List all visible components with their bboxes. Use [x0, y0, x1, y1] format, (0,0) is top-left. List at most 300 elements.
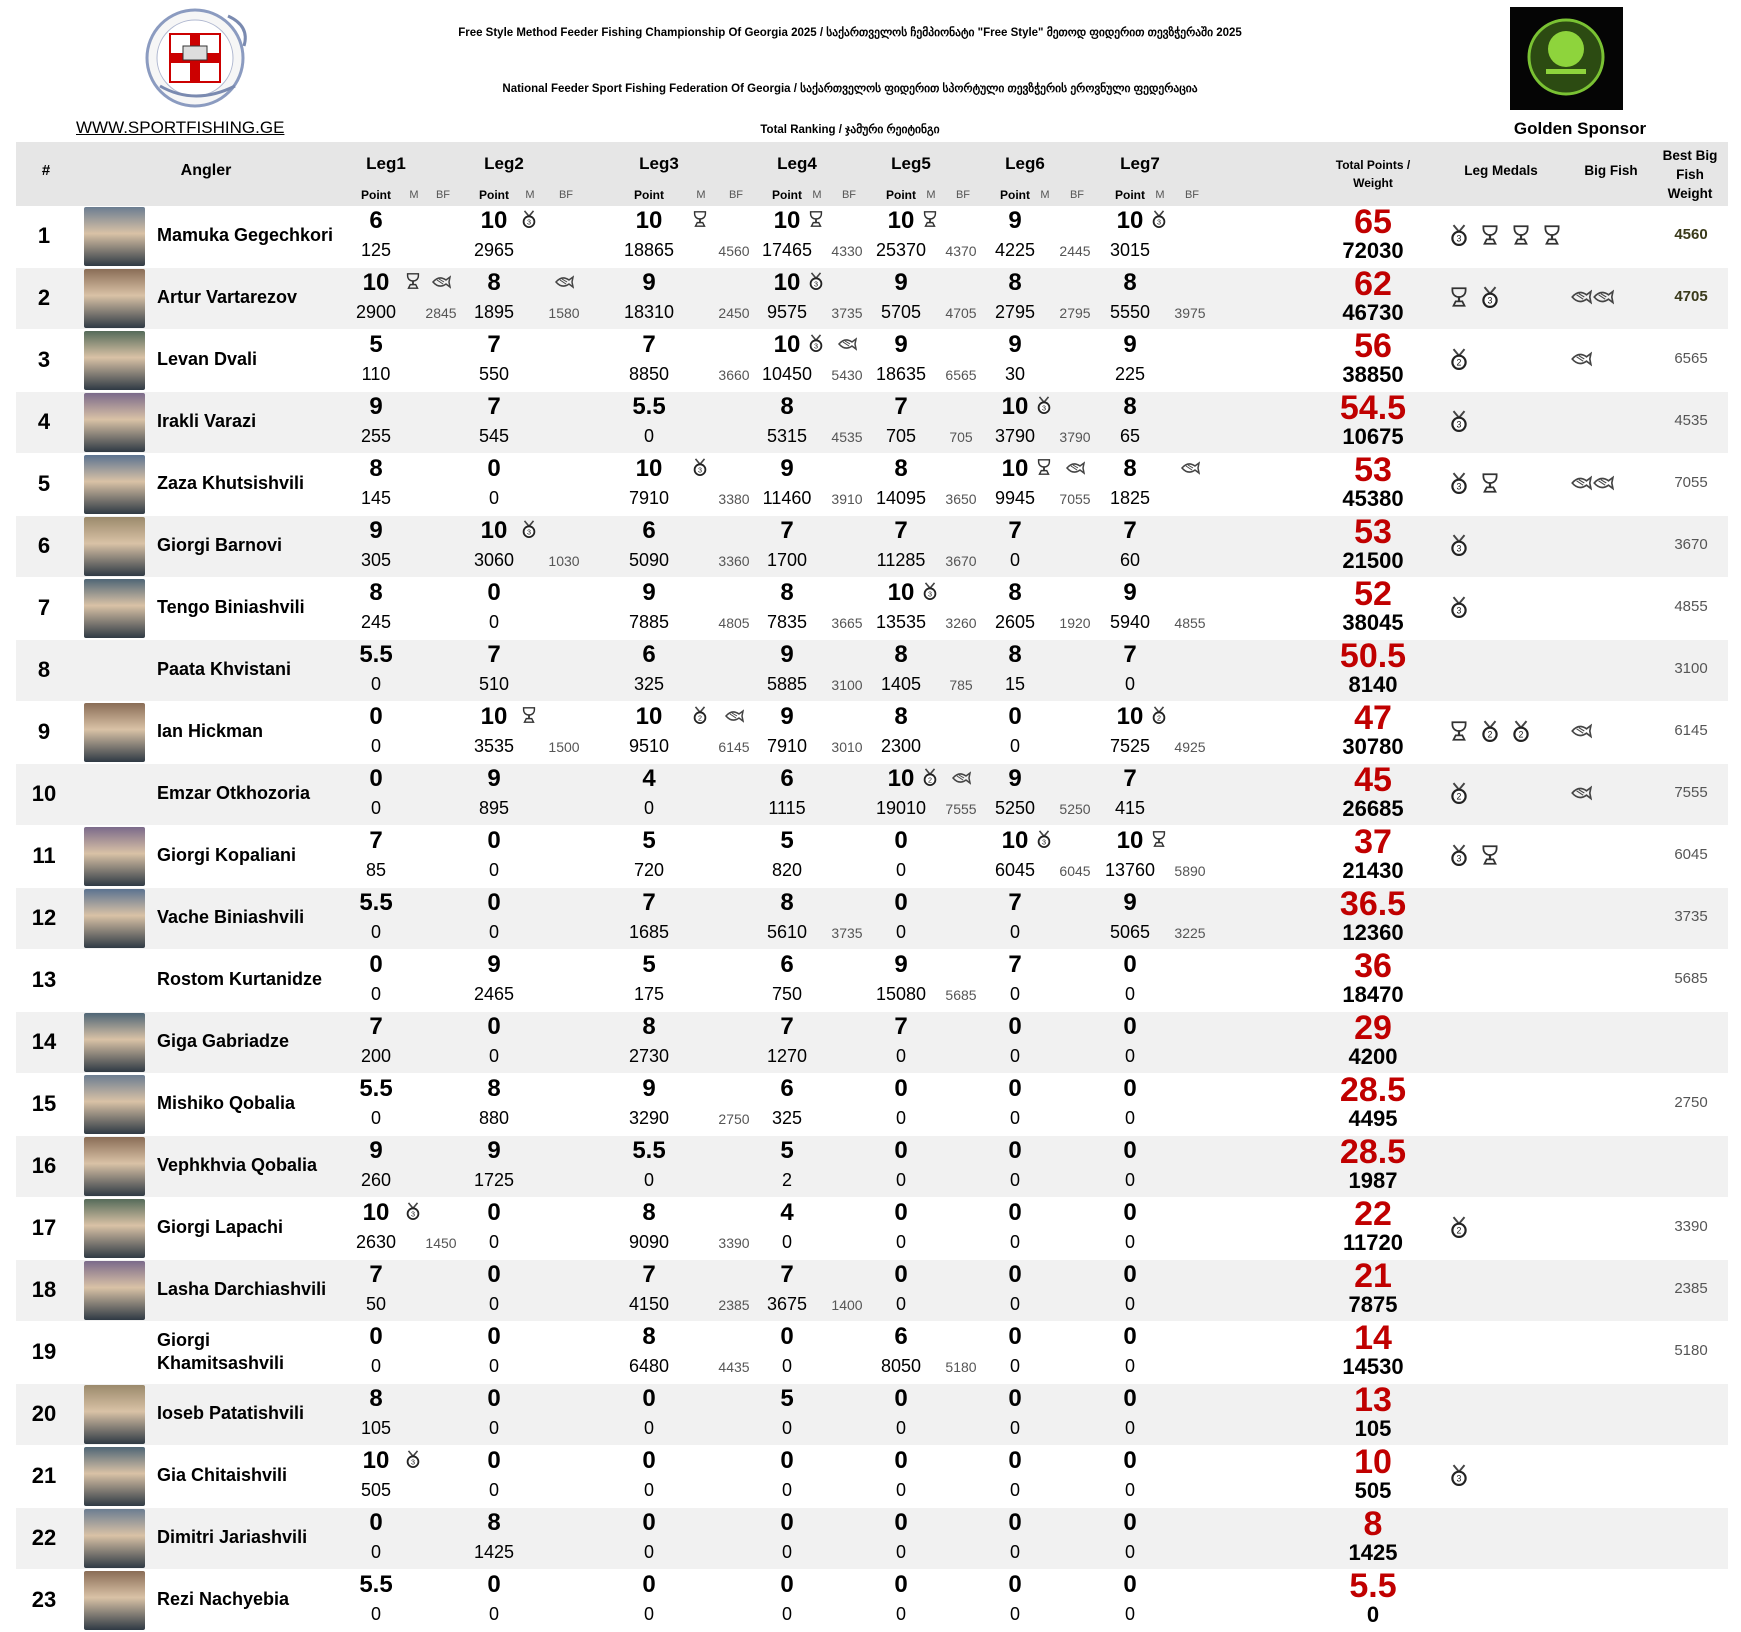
leg-weight: 0: [781, 1418, 792, 1438]
leg-weight: 1825: [1109, 488, 1151, 508]
leg-point: 4: [642, 765, 656, 792]
total-points: 53: [1354, 451, 1392, 489]
leg-point: 7: [642, 889, 656, 916]
table-row: [16, 1257, 1728, 1322]
leg-weight: 5550: [1109, 302, 1151, 322]
leg-weight: 5705: [880, 302, 922, 322]
svg-text:3: 3: [411, 1457, 415, 1467]
leg-weight: 4225: [994, 240, 1036, 260]
col-leg-2: Leg2: [484, 154, 524, 173]
site-link[interactable]: WWW.SPORTFISHING.GE: [76, 118, 285, 137]
medal-icon: [807, 334, 825, 352]
medal-icon: [921, 768, 939, 786]
leg-point: 0: [642, 1385, 656, 1412]
leg-bigfish-weight: 3735: [831, 305, 863, 321]
leg-point: 0: [780, 1509, 794, 1536]
leg-weight: 2605: [994, 612, 1036, 632]
leg-weight: 0: [488, 1418, 499, 1438]
svg-text:3: 3: [1042, 403, 1046, 413]
sponsor-logo-icon: [1510, 7, 1623, 110]
leg-weight: 0: [1124, 1356, 1135, 1376]
leg-bigfish-weight: 5685: [945, 987, 977, 1003]
rank-cell: 3: [37, 347, 51, 372]
leg-point: 10: [480, 207, 508, 234]
leg-point: 0: [642, 1447, 656, 1474]
page-title: Free Style Method Feeder Fishing Championship Of Georgia 2025 / საქართველოს ჩემპიონატი "Free Style" მეთოდ ფიდერით თევზჭერაში 2025: [458, 27, 1242, 39]
col-m: M: [696, 189, 706, 201]
leg-weight: 10450: [761, 364, 813, 384]
leg-medals-item: [1541, 224, 1563, 246]
svg-text:3: 3: [814, 341, 818, 351]
leg-weight: 0: [1124, 1480, 1135, 1500]
col-angler: Angler: [180, 162, 232, 179]
leg-weight: 8050: [880, 1356, 922, 1376]
svg-text:2: 2: [1518, 729, 1524, 740]
leg-point: 7: [894, 517, 908, 544]
leg-bigfish-weight: 3010: [831, 739, 863, 755]
leg-point: 9: [487, 765, 501, 792]
ranking-label: Total Ranking / ჯამური რეიტინგი: [760, 124, 940, 136]
leg-point: 0: [894, 1199, 908, 1226]
leg-point: 9: [487, 1137, 501, 1164]
leg-point: 0: [780, 1447, 794, 1474]
leg-bigfish-weight: 3380: [718, 491, 750, 507]
leg-point: 0: [487, 1199, 501, 1226]
leg-bigfish-weight: 1450: [425, 1235, 457, 1251]
leg-weight: 5885: [766, 674, 808, 694]
cup-icon: [1035, 458, 1053, 476]
medal-icon: [1448, 410, 1470, 432]
fish-icon: [1065, 458, 1085, 478]
leg-point: 0: [369, 703, 383, 730]
medal-icon: [691, 458, 709, 476]
total-points: 13: [1354, 1381, 1392, 1419]
leg-point: 5: [642, 827, 656, 854]
svg-text:3: 3: [527, 217, 531, 227]
leg-point: 6: [642, 517, 656, 544]
leg-weight: 0: [370, 1108, 381, 1128]
leg-weight: 9945: [994, 488, 1036, 508]
leg-weight: 0: [1124, 1108, 1135, 1128]
leg-weight: 750: [771, 984, 803, 1004]
avatar: [84, 703, 145, 762]
svg-text:3: 3: [928, 589, 932, 599]
leg-medal: [520, 520, 538, 538]
total-weight: 21500: [1342, 548, 1404, 573]
col-total: [1328, 156, 1418, 192]
fish-icon: [1570, 720, 1592, 742]
leg-weight: 0: [643, 1542, 654, 1562]
col-leg-5: Leg5: [891, 154, 931, 173]
fish-icon: [1570, 348, 1592, 370]
leg-weight: 0: [895, 1232, 906, 1252]
leg-point: 8: [369, 455, 383, 482]
leg-weight: 2965: [473, 240, 515, 260]
best-big-fish-weight: 6145: [1674, 722, 1708, 739]
leg-weight: 0: [781, 1232, 792, 1252]
medal-icon: [1448, 782, 1470, 804]
leg-weight: 0: [1124, 984, 1135, 1004]
leg-point: 6: [642, 641, 656, 668]
leg-medal: [404, 1202, 422, 1220]
leg-point: 10: [773, 331, 801, 358]
total-points: 56: [1354, 327, 1392, 365]
big-fish-item: [1570, 782, 1592, 804]
cup-icon: [921, 210, 939, 228]
leg-medals-item: [1448, 410, 1470, 432]
angler-name: Gia Chitaishvili: [157, 1465, 288, 1485]
col-m: M: [1155, 189, 1165, 201]
leg-point: 0: [487, 1323, 501, 1350]
col-m: M: [812, 189, 822, 201]
leg-point: 10: [1001, 827, 1029, 854]
leg-weight: 0: [643, 1604, 654, 1624]
col-point: Point: [634, 188, 664, 202]
total-weight: 72030: [1342, 238, 1404, 263]
angler-name: Emzar Otkhozoria: [157, 783, 311, 803]
medal-icon: [1479, 286, 1501, 308]
leg-point: 0: [1123, 1385, 1137, 1412]
leg-weight: 0: [1124, 1294, 1135, 1314]
leg-weight: 0: [1009, 984, 1020, 1004]
leg-bigfish-weight: 3100: [831, 677, 863, 693]
leg-weight: 0: [643, 1170, 654, 1190]
leg-bigfish-weight: 3390: [718, 1235, 750, 1251]
leg-weight: 3290: [628, 1108, 670, 1128]
col-big-fish: Big Fish: [1584, 163, 1638, 178]
fish-icon: [1180, 458, 1200, 478]
leg-weight: 0: [895, 1480, 906, 1500]
total-weight: 8140: [1348, 672, 1398, 697]
leg-weight: 18635: [875, 364, 927, 384]
leg-medal: [807, 272, 825, 290]
rank-cell: 11: [32, 843, 56, 868]
leg-medal: [404, 272, 422, 290]
fish-icon: [1570, 782, 1592, 804]
leg-weight: 1270: [766, 1046, 808, 1066]
ranking-table: [16, 142, 1728, 1632]
leg-point: 10: [362, 1199, 390, 1226]
leg-bigfish-weight: 2795: [1059, 305, 1091, 321]
leg-weight: 2465: [473, 984, 515, 1004]
leg-point: 7: [642, 331, 656, 358]
leg-weight: 0: [1124, 1232, 1135, 1252]
col-leg-7: Leg7: [1120, 154, 1160, 173]
leg-point: 10: [887, 207, 915, 234]
leg-point: 9: [894, 331, 908, 358]
total-weight: 38850: [1342, 362, 1404, 387]
leg-point: 8: [1123, 269, 1137, 296]
leg-medal: [691, 458, 709, 476]
leg-weight: 0: [1009, 1170, 1020, 1190]
avatar: [84, 579, 145, 638]
leg-weight: 1700: [766, 550, 808, 570]
leg-point: 0: [1123, 1447, 1137, 1474]
leg-weight: 5250: [994, 798, 1036, 818]
total-points: 21: [1354, 1257, 1392, 1295]
leg-weight: 5610: [766, 922, 808, 942]
leg-point: 10: [1001, 393, 1029, 420]
leg-weight: 125: [360, 240, 392, 260]
svg-text:3: 3: [1487, 295, 1493, 306]
total-weight: 46730: [1342, 300, 1404, 325]
leg-medal: [1035, 830, 1053, 848]
leg-weight: 0: [895, 1542, 906, 1562]
leg-weight: 2630: [355, 1232, 397, 1252]
avatar: [84, 207, 145, 266]
leg-weight: 19010: [875, 798, 927, 818]
col-leg-6: Leg6: [1005, 154, 1045, 173]
leg-weight: 1425: [473, 1542, 515, 1562]
leg-point: 0: [1123, 1199, 1137, 1226]
medal-icon: [520, 520, 538, 538]
leg-weight: 0: [1009, 1046, 1020, 1066]
leg-weight: 2795: [994, 302, 1036, 322]
leg-weight: 325: [633, 674, 665, 694]
fish-icon: [554, 272, 574, 292]
leg-weight: 0: [370, 798, 381, 818]
fish-icon: [724, 706, 744, 726]
leg-point: 7: [780, 517, 794, 544]
table-header: [16, 142, 1728, 206]
leg-point: 9: [1123, 889, 1137, 916]
leg-weight: 3015: [1109, 240, 1151, 260]
leg-point: 7: [1123, 765, 1137, 792]
leg-medals-item: [1448, 720, 1470, 742]
leg-weight: 0: [370, 984, 381, 1004]
leg-point: 8: [894, 455, 908, 482]
page-header: [0, 0, 1741, 142]
leg-bigfish-weight: 3660: [718, 367, 750, 383]
total-points: 62: [1354, 265, 1392, 303]
svg-text:3: 3: [527, 527, 531, 537]
col-leg-3: Leg3: [639, 154, 679, 173]
total-weight: 4495: [1348, 1106, 1398, 1131]
total-points: 36.5: [1339, 885, 1407, 923]
leg-weight: 0: [1124, 1604, 1135, 1624]
leg-weight: 510: [478, 674, 510, 694]
best-big-fish-weight: 6565: [1674, 350, 1708, 367]
leg-weight: 7910: [628, 488, 670, 508]
col-point: Point: [1000, 188, 1030, 202]
leg-point: 0: [642, 1509, 656, 1536]
leg-point: 9: [1008, 331, 1022, 358]
svg-text:3: 3: [1042, 837, 1046, 847]
cup-icon: [1479, 472, 1501, 494]
rank-cell: 12: [31, 905, 57, 930]
leg-point: 4: [780, 1199, 794, 1226]
leg-bigfish-weight: 3790: [1059, 429, 1091, 445]
avatar: [84, 1075, 145, 1134]
leg-weight: 1895: [473, 302, 515, 322]
angler-name: Lasha Darchiashvili: [157, 1279, 327, 1299]
col-best: [1652, 146, 1728, 203]
total-weight: 4200: [1348, 1044, 1398, 1069]
leg-medal: [807, 334, 825, 352]
leg-point: 7: [369, 1013, 383, 1040]
leg-weight: 9510: [628, 736, 670, 756]
total-weight: 0: [1366, 1602, 1380, 1627]
leg-point: 8: [780, 579, 794, 606]
svg-text:2: 2: [1456, 791, 1462, 802]
leg-weight: 50: [365, 1294, 387, 1314]
leg-weight: 0: [781, 1356, 792, 1376]
leg-point: 0: [369, 1323, 383, 1350]
angler-name: Giorgi Barnovi: [157, 535, 283, 555]
table-row: [16, 1567, 1728, 1632]
rank-cell: 13: [31, 967, 57, 992]
avatar: [84, 393, 145, 452]
leg-weight: 17465: [761, 240, 813, 260]
leg-medals-item: [1510, 720, 1532, 742]
col-m: M: [1040, 189, 1050, 201]
rank-cell: 21: [31, 1463, 57, 1488]
leg-weight: 0: [370, 674, 381, 694]
leg-weight: 15080: [875, 984, 927, 1004]
leg-medal: [691, 706, 709, 724]
table-row: [16, 265, 1728, 330]
total-points: 47: [1354, 699, 1392, 737]
medal-icon: [1035, 396, 1053, 414]
leg-weight: 7885: [628, 612, 670, 632]
leg-weight: 0: [488, 860, 499, 880]
leg-point: 8: [1008, 579, 1022, 606]
leg-point: 0: [1123, 1323, 1137, 1350]
medal-icon: [1448, 534, 1470, 556]
leg-bigfish-weight: 4535: [831, 429, 863, 445]
leg-point: 8: [1008, 269, 1022, 296]
table-row: [16, 1381, 1728, 1446]
leg-weight: 0: [1009, 1356, 1020, 1376]
fish-icon: [1570, 286, 1592, 308]
table-row: [16, 389, 1728, 454]
leg-bigfish: [1065, 458, 1083, 476]
leg-point: 0: [487, 1571, 501, 1598]
leg-weight: 260: [360, 1170, 392, 1190]
rank-cell: 15: [31, 1091, 57, 1116]
leg-weight: 200: [360, 1046, 392, 1066]
leg-point: 0: [487, 455, 501, 482]
rank-cell: 4: [37, 409, 51, 434]
angler-name: Levan Dvali: [157, 349, 258, 369]
best-big-fish-weight: 2385: [1674, 1280, 1708, 1297]
leg-weight: 4150: [628, 1294, 670, 1314]
leg-weight: 7835: [766, 612, 808, 632]
leg-weight: 145: [360, 488, 392, 508]
leg-bigfish-weight: 1400: [831, 1297, 863, 1313]
table-body: [16, 203, 1728, 1632]
leg-bigfish-weight: 7055: [1059, 491, 1091, 507]
leg-bigfish-weight: 3360: [718, 553, 750, 569]
best-big-fish-weight: 7555: [1674, 784, 1708, 801]
leg-weight: 5065: [1109, 922, 1151, 942]
leg-weight: 0: [488, 1480, 499, 1500]
total-points: 45: [1354, 761, 1392, 799]
leg-weight: 0: [1009, 1418, 1020, 1438]
leg-medal: [1150, 706, 1168, 724]
leg-point: 0: [894, 1137, 908, 1164]
avatar: [84, 269, 145, 328]
table-row: [16, 885, 1728, 950]
leg-weight: 0: [643, 1418, 654, 1438]
col-point: Point: [361, 188, 391, 202]
total-weight: 105: [1354, 1416, 1392, 1441]
angler-name: Artur Vartarezov: [157, 287, 298, 307]
rank-cell: 19: [31, 1339, 57, 1364]
rank-cell: 8: [37, 657, 51, 682]
leg-weight: 0: [1124, 1418, 1135, 1438]
leg-point: 0: [894, 1571, 908, 1598]
leg-medals-item: [1448, 286, 1470, 308]
leg-point: 0: [487, 1013, 501, 1040]
leg-point: 9: [642, 269, 656, 296]
table-row: [16, 1009, 1728, 1074]
table-row: [16, 1133, 1728, 1198]
leg-weight: 0: [895, 1108, 906, 1128]
leg-bigfish-weight: 2450: [718, 305, 750, 321]
leg-point: 10: [362, 1447, 390, 1474]
fish-icon: [1592, 286, 1614, 308]
sponsor-logo: [1510, 7, 1623, 110]
svg-text:3: 3: [1456, 605, 1462, 616]
leg-point: 10: [635, 703, 663, 730]
col-best-line3: Weight: [1667, 186, 1713, 201]
angler-name: Giorgi Lapachi: [157, 1217, 284, 1237]
table-row: [16, 1505, 1728, 1570]
best-big-fish-weight: 4705: [1674, 288, 1708, 305]
leg-weight: 7525: [1109, 736, 1151, 756]
leg-weight: 705: [885, 426, 917, 446]
leg-weight: 60: [1119, 550, 1141, 570]
table-row: [16, 823, 1728, 888]
leg-weight: 85: [365, 860, 387, 880]
leg-bigfish-weight: 5430: [831, 367, 863, 383]
leg-point: 5: [642, 951, 656, 978]
leg-point: 9: [369, 393, 383, 420]
svg-text:2: 2: [928, 775, 932, 785]
leg-point: 10: [887, 579, 915, 606]
col-bf: BF: [558, 189, 574, 201]
leg-point: 0: [487, 1261, 501, 1288]
leg-point: 6: [780, 951, 794, 978]
col-point: Point: [1115, 188, 1145, 202]
leg-medals-item: [1479, 286, 1501, 308]
svg-text:3: 3: [698, 465, 702, 475]
leg-weight: 0: [370, 1542, 381, 1562]
leg-bigfish-weight: 5180: [945, 1359, 977, 1375]
leg-weight: 25370: [875, 240, 927, 260]
leg-weight: 225: [1114, 364, 1146, 384]
leg-bigfish: [431, 272, 449, 290]
leg-point: 6: [780, 1075, 794, 1102]
leg-point: 0: [1123, 1571, 1137, 1598]
table-row: [16, 575, 1728, 640]
leg-point: 0: [487, 889, 501, 916]
svg-text:3: 3: [1456, 233, 1462, 244]
medal-icon: [404, 1202, 422, 1220]
leg-weight: 6045: [994, 860, 1036, 880]
leg-point: 8: [894, 641, 908, 668]
avatar: [84, 889, 145, 948]
leg-point: 10: [1001, 455, 1029, 482]
total-points: 28.5: [1339, 1071, 1407, 1109]
leg-point: 9: [1123, 331, 1137, 358]
leg-weight: 3060: [473, 550, 515, 570]
cup-icon: [404, 272, 422, 290]
col-rank: #: [41, 162, 51, 179]
avatar: [84, 1199, 145, 1258]
best-big-fish-weight: 3735: [1674, 908, 1708, 925]
